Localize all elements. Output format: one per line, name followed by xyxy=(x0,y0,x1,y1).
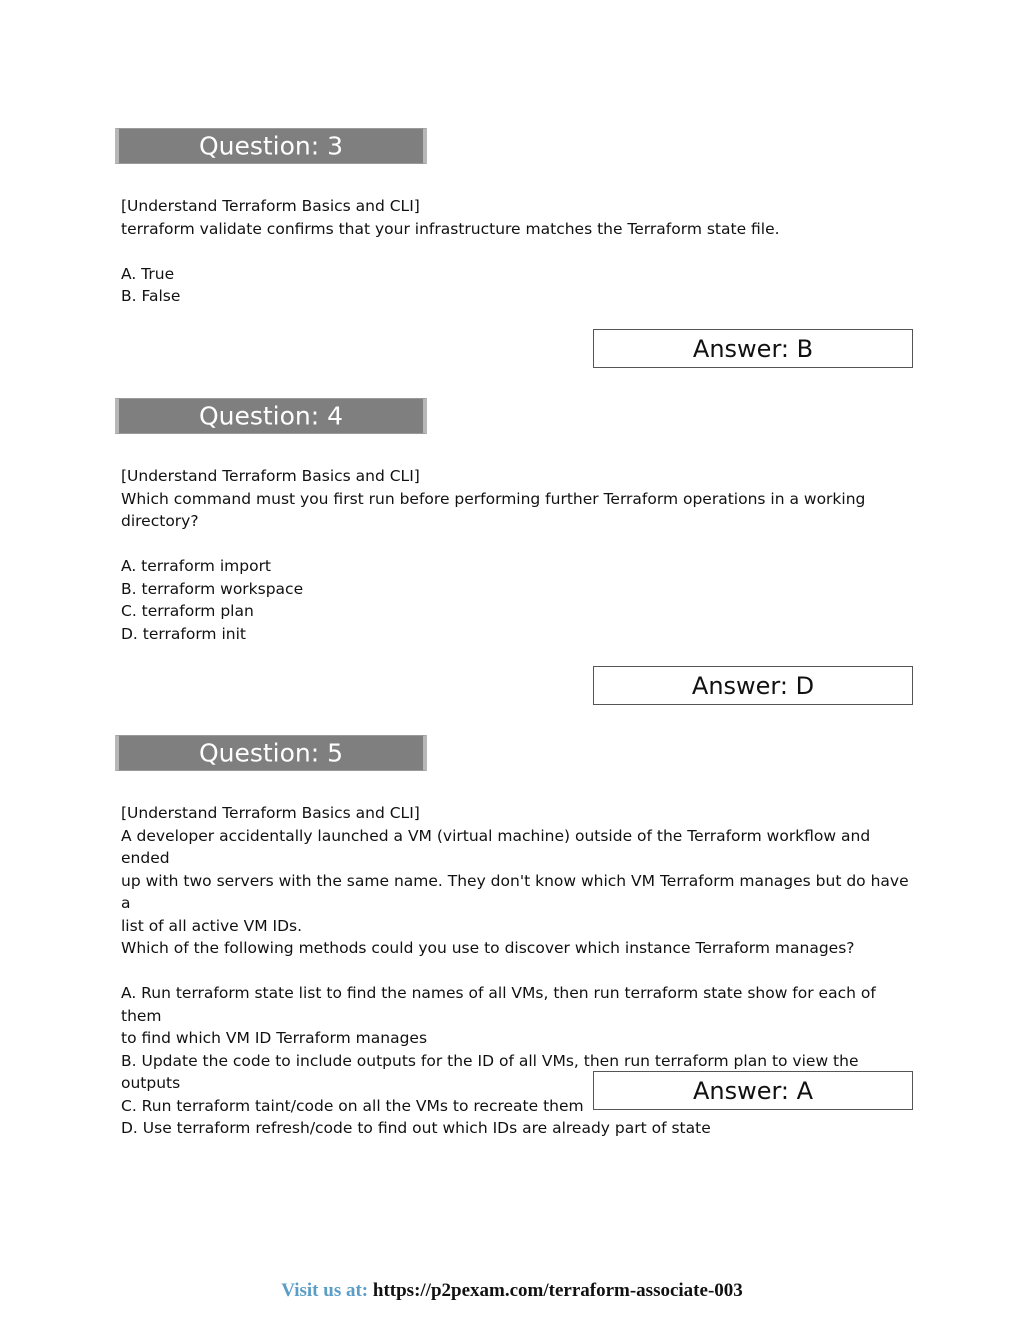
question-category: [Understand Terraform Basics and CLI] xyxy=(121,804,420,822)
answer-box xyxy=(593,1071,913,1110)
answer-box xyxy=(593,666,913,705)
question-title: Question: 5 xyxy=(198,738,344,768)
footer xyxy=(0,1280,1024,1302)
question-body xyxy=(121,465,911,645)
option: A. True xyxy=(121,264,175,283)
answer-label: Answer: D xyxy=(691,671,815,700)
question-prompt: terraform validate confirms that your infrastructure matches the Terraform state file. xyxy=(121,219,780,238)
option: A. Run terraform state list to find the names of all VMs, then run terraform state show for each of them xyxy=(121,984,881,1025)
answer-box xyxy=(593,329,913,368)
option: to find which VM ID Terraform manages xyxy=(121,1029,428,1047)
option: C. Run terraform taint/code on all the VMs to recreate them xyxy=(121,1096,584,1115)
answer-label: Answer: A xyxy=(692,1076,814,1105)
question-title: Question: 4 xyxy=(198,401,344,431)
question-header xyxy=(115,398,427,434)
option: B. terraform workspace xyxy=(121,579,304,598)
footer-url-link[interactable]: https://p2pexam.com/terraform-associate-003 xyxy=(372,1280,743,1301)
question-category: [Understand Terraform Basics and CLI] xyxy=(121,467,420,485)
question-prompt: directory? xyxy=(121,512,199,530)
question-category: [Understand Terraform Basics and CLI] xyxy=(121,197,420,215)
question-prompt: up with two servers with the same name. They don't know which VM Terraform manages but do have a xyxy=(121,871,914,912)
option: A. terraform import xyxy=(121,557,272,575)
question-header xyxy=(115,735,427,771)
option: D. Use terraform refresh/code to find out which IDs are already part of state xyxy=(121,1119,711,1137)
answer-label: Answer: B xyxy=(692,334,814,363)
question-prompt: A developer accidentally launched a VM (virtual machine) outside of the Terraform workflow and ended xyxy=(121,826,876,867)
question-title: Question: 3 xyxy=(198,131,344,161)
question-prompt: list of all active VM IDs. xyxy=(121,916,303,935)
option: C. terraform plan xyxy=(121,602,254,620)
question-body xyxy=(121,195,911,308)
option: D. terraform init xyxy=(121,624,246,643)
option: B. Update the code to include outputs for the ID of all VMs, then run terraform plan to view the outputs xyxy=(121,1051,864,1092)
option: B. False xyxy=(121,287,181,305)
question-header xyxy=(115,128,427,164)
question-prompt: Which command must you first run before performing further Terraform operations in a working xyxy=(121,489,866,508)
footer-visit-label: Visit us at: xyxy=(281,1280,369,1301)
question-prompt: Which of the following methods could you use to discover which instance Terraform manages? xyxy=(121,939,855,957)
